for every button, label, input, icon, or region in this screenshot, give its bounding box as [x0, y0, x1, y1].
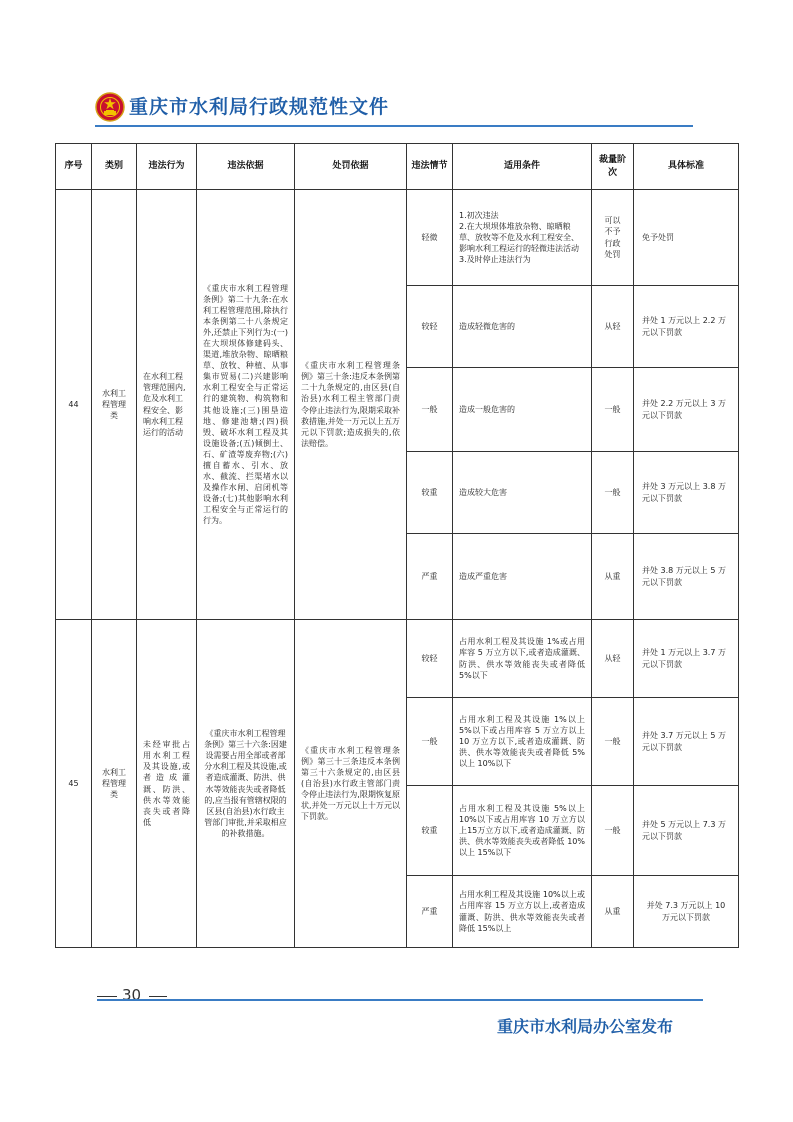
condition-cell: 造成较大危害 — [453, 452, 592, 534]
row-number: 45 — [56, 620, 92, 948]
discretion-stage-cell: 一般 — [592, 368, 634, 452]
column-header: 适用条件 — [453, 144, 592, 190]
plot-level-cell: 较重 — [407, 786, 453, 876]
standard-cell: 并处 1 万元以上 2.2 万元以下罚款 — [634, 286, 739, 368]
category-cell: 水利工程管理类 — [92, 190, 137, 620]
column-header: 违法行为 — [137, 144, 197, 190]
plot-level-cell: 严重 — [407, 876, 453, 948]
standard-cell: 并处 3.8 万元以上 5 万元以下罚款 — [634, 534, 739, 620]
condition-cell: 占用水利工程及其设施 5%以上 10%以下或占用库容 10 万立方以上15万立方以下,或者造成灌溉、防洪、供水等效能丧失或者降低 10%以上 15%以下 — [453, 786, 592, 876]
penalty-basis-cell: 《重庆市水利工程管理条例》第三十三条违反本条例第三十六条规定的,由区县(自治县)水行政主管部门责令停止违法行为,限期恢复原状,并处一万元以上十万元以下罚款。 — [295, 620, 407, 948]
plot-level-cell: 较重 — [407, 452, 453, 534]
table-row — [56, 190, 739, 286]
page-number-block — [97, 986, 187, 1006]
plot-level-cell: 严重 — [407, 534, 453, 620]
discretion-stage-cell: 从重 — [592, 876, 634, 948]
national-emblem-icon — [95, 92, 125, 122]
column-header: 类别 — [92, 144, 137, 190]
header-title: 重庆市水利局行政规范性文件 — [129, 96, 390, 118]
publisher-label: 重庆市水利局办公室发布 — [497, 1017, 674, 1036]
discretion-stage-cell: 一般 — [592, 452, 634, 534]
column-header: 违法依据 — [197, 144, 295, 190]
plot-level-cell: 较轻 — [407, 286, 453, 368]
condition-cell: 占用水利工程及其设施 1%以上 5%以下或占用库容 5 万立方以上 10 万立方以下,或者造成灌溉、防洪、供水等效能丧失或者降低 5%以上 10%以下 — [453, 698, 592, 786]
column-header: 处罚依据 — [295, 144, 407, 190]
footer-divider — [97, 999, 703, 1001]
discretion-stage-cell: 可以不予行政处罚 — [592, 190, 634, 286]
standard-cell: 并处 2.2 万元以上 3 万元以下罚款 — [634, 368, 739, 452]
discretion-stage-cell: 从重 — [592, 534, 634, 620]
condition-cell: 占用水利工程及其设施 10%以上或占用库容 15 万立方以上,或者造成灌溉、防洪、供水等效能丧失或者降低 15%以上 — [453, 876, 592, 948]
column-header: 裁量阶次 — [592, 144, 634, 190]
column-header: 具体标准 — [634, 144, 739, 190]
condition-cell: 1.初次违法 2.在大坝坝体堆放杂物、晾晒粮草、放牧等不危及水利工程安全、影响水利工程运行的轻微违法活动 3.及时停止违法行为 — [453, 190, 592, 286]
row-number: 44 — [56, 190, 92, 620]
violation-basis-cell: 《重庆市水利工程管理条例》第二十九条:在水利工程管理范围,除执行本条例第二十八条规定外,还禁止下列行为:(一)在大坝坝体修建码头、渠道,堆放杂物、晾晒粮草、放牧、种植、从事集市贸易(二)兴建影响水利工程安全与正常运行的建筑物、构筑物和其他设施;(三)围垦造地、修建池塘;(四)损毁、破坏水利工程及其设施设备;(五)倾倒土、石、矿渣等废弃物;(六)擅自蓄水、引水、放水、截流、拦渠堵水以及操作水闸、启闭机等设备;(七)其他影响水利工程安全与正常运行的行为。 — [197, 190, 295, 620]
category-cell: 水利工程管理类 — [92, 620, 137, 948]
violation-basis-cell: 《重庆市水利工程管理条例》第三十六条:因建设需要占用全部或者部分水利工程及其设施,或者造成灌溉、防洪、供水等效能丧失或者降低的,应当报有管辖权限的区县(自治县)水行政主管部门审批,并采取相应的补救措施。 — [197, 620, 295, 948]
page-number: 30 — [122, 986, 142, 1004]
penalty-standard-table — [55, 143, 739, 948]
plot-level-cell: 一般 — [407, 698, 453, 786]
standard-cell: 并处 3 万元以上 3.8 万元以下罚款 — [634, 452, 739, 534]
standard-cell: 免予处罚 — [634, 190, 739, 286]
document-header — [95, 88, 695, 133]
plot-level-cell: 较轻 — [407, 620, 453, 698]
violation-act-cell: 在水利工程管理范围内,危及水利工程安全、影响水利工程运行的活动 — [137, 190, 197, 620]
standard-cell: 并处 5 万元以上 7.3 万元以下罚款 — [634, 786, 739, 876]
table-header-row — [56, 144, 739, 190]
page-dash-right — [149, 996, 167, 997]
discretion-stage-cell: 从轻 — [592, 286, 634, 368]
plot-level-cell: 轻微 — [407, 190, 453, 286]
discretion-stage-cell: 一般 — [592, 698, 634, 786]
table-row — [56, 620, 739, 698]
standard-cell: 并处 3.7 万元以上 5 万元以下罚款 — [634, 698, 739, 786]
violation-act-cell: 未经审批占用水利工程及其设施,或者造成灌溉、防洪、供水等效能丧失或者降低 — [137, 620, 197, 948]
discretion-stage-cell: 从轻 — [592, 620, 634, 698]
condition-cell: 造成轻微危害的 — [453, 286, 592, 368]
discretion-stage-cell: 一般 — [592, 786, 634, 876]
condition-cell: 造成严重危害 — [453, 534, 592, 620]
plot-level-cell: 一般 — [407, 368, 453, 452]
condition-cell: 造成一般危害的 — [453, 368, 592, 452]
standard-cell: 并处 7.3 万元以上 10 万元以下罚款 — [634, 876, 739, 948]
column-header: 序号 — [56, 144, 92, 190]
column-header: 违法情节 — [407, 144, 453, 190]
page-dash-left — [97, 996, 117, 997]
condition-cell: 占用水利工程及其设施 1%或占用库容 5 万立方以下,或者造成灌溉、防洪、供水等效能丧失或者降低 5%以下 — [453, 620, 592, 698]
standard-cell: 并处 1 万元以上 3.7 万元以下罚款 — [634, 620, 739, 698]
penalty-basis-cell: 《重庆市水利工程管理条例》第三十条:违反本条例第二十九条规定的,由区县(自治县)水利工程主管部门责令停止违法行为,限期采取补救措施,并处一万元以上五万元以下罚款;造成损失的,依法赔偿。 — [295, 190, 407, 620]
header-divider — [95, 125, 693, 127]
